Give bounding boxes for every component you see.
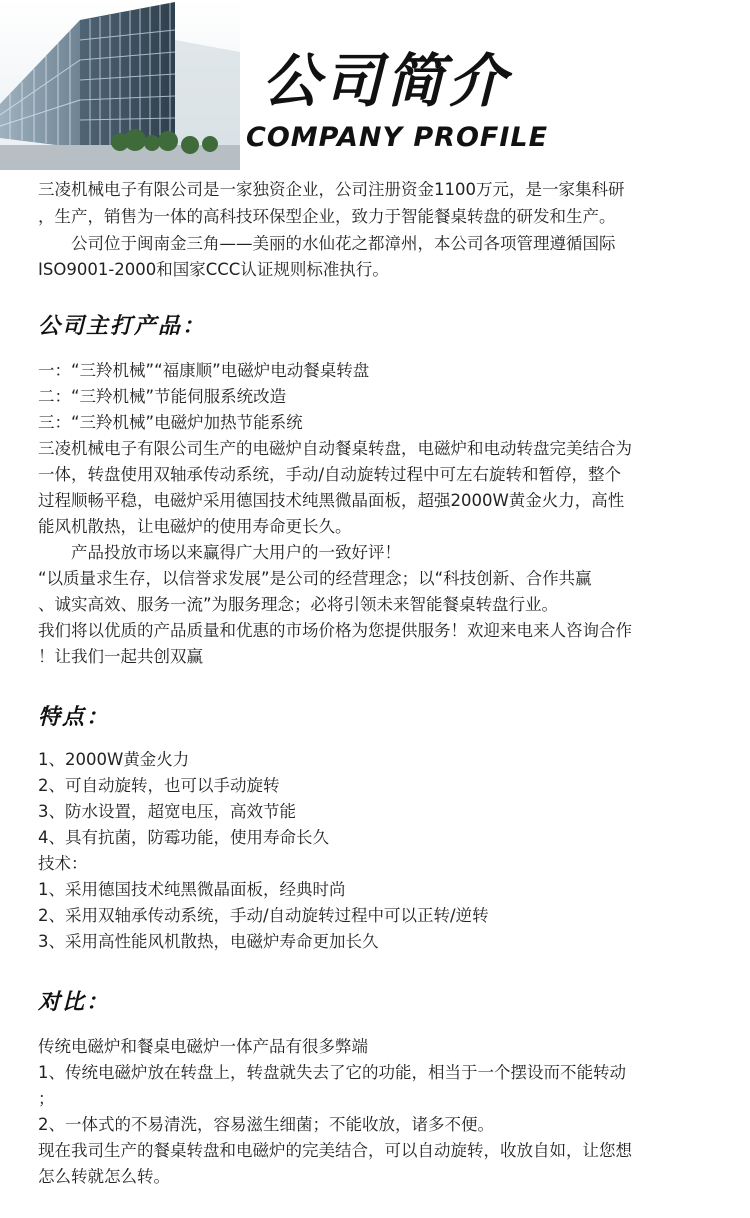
product-line: 三凌机械电子有限公司生产的电磁炉自动餐桌转盘，电磁炉和电动转盘完美结合为 [38, 439, 632, 458]
product-line: 二：“三羚机械”节能伺服系统改造 [38, 387, 287, 406]
feature-line: 技术： [38, 854, 88, 873]
header-banner [0, 0, 750, 170]
features-heading: 特点： [38, 704, 111, 730]
feature-line: 4、具有抗菌，防霉功能，使用寿命长久 [38, 828, 329, 847]
product-line: 三：“三羚机械”电磁炉加热节能系统 [38, 413, 303, 432]
product-line: ！让我们一起共创双赢 [38, 647, 203, 666]
comparison-line: 2、一体式的不易清洗，容易滋生细菌；不能收放，诸多不便。 [38, 1115, 494, 1134]
product-line: “以质量求生存，以信誉求发展”是公司的经营理念；以“科技创新、合作共赢 [38, 569, 592, 588]
feature-line: 1、2000W黄金火力 [38, 750, 190, 769]
intro-line: 公司位于闽南金三角——美丽的水仙花之都漳州，本公司各项管理遵循国际 [71, 234, 616, 253]
page-subtitle: COMPANY PROFILE [246, 122, 549, 153]
office-building-image [0, 0, 240, 170]
page-title: 公司简介 [262, 47, 511, 115]
product-line: 一体，转盘使用双轴承传动系统，手动/自动旋转过程中可左右旋转和暂停，整个 [38, 465, 622, 484]
feature-line: 2、可自动旋转，也可以手动旋转 [38, 776, 280, 795]
comparison-line: ； [38, 1089, 55, 1108]
intro-line: ，生产，销售为一体的高科技环保型企业，致力于智能餐桌转盘的研发和生产。 [38, 207, 616, 226]
comparison-line: 现在我司生产的餐桌转盘和电磁炉的完美结合，可以自动旋转，收放自如，让您想 [38, 1141, 632, 1160]
product-line: 我们将以优质的产品质量和优惠的市场价格为您提供服务！欢迎来电来人咨询合作 [38, 621, 632, 640]
feature-line: 2、采用双轴承传动系统，手动/自动旋转过程中可以正转/逆转 [38, 906, 489, 925]
product-line: 产品投放市场以来赢得广大用户的一致好评！ [71, 543, 401, 562]
comparison-line: 传统电磁炉和餐桌电磁炉一体产品有很多弊端 [38, 1037, 368, 1056]
comparison-line: 怎么转就怎么转。 [38, 1167, 170, 1186]
product-line: 过程顺畅平稳，电磁炉采用德国技术纯黑微晶面板，超强2000W黄金火力，高性 [38, 491, 625, 510]
comparison-heading: 对比： [38, 989, 111, 1015]
product-line: 、诚实高效、服务一流”为服务理念；必将引领未来智能餐桌转盘行业。 [38, 595, 559, 614]
product-line: 能风机散热，让电磁炉的使用寿命更长久。 [38, 517, 352, 536]
feature-line: 1、采用德国技术纯黑微晶面板，经典时尚 [38, 880, 346, 899]
products-heading: 公司主打产品： [38, 313, 207, 339]
feature-line: 3、防水设置，超宽电压，高效节能 [38, 802, 296, 821]
product-line: 一：“三羚机械”“福康顺”电磁炉电动餐桌转盘 [38, 361, 370, 380]
feature-line: 3、采用高性能风机散热，电磁炉寿命更加长久 [38, 932, 379, 951]
intro-line: 三凌机械电子有限公司是一家独资企业，公司注册资金1100万元，是一家集科研 [38, 180, 625, 199]
comparison-line: 1、传统电磁炉放在转盘上，转盘就失去了它的功能，相当于一个摆设而不能转动 [38, 1063, 626, 1082]
intro-line: ISO9001-2000和国家CCC认证规则标准执行。 [38, 260, 389, 279]
